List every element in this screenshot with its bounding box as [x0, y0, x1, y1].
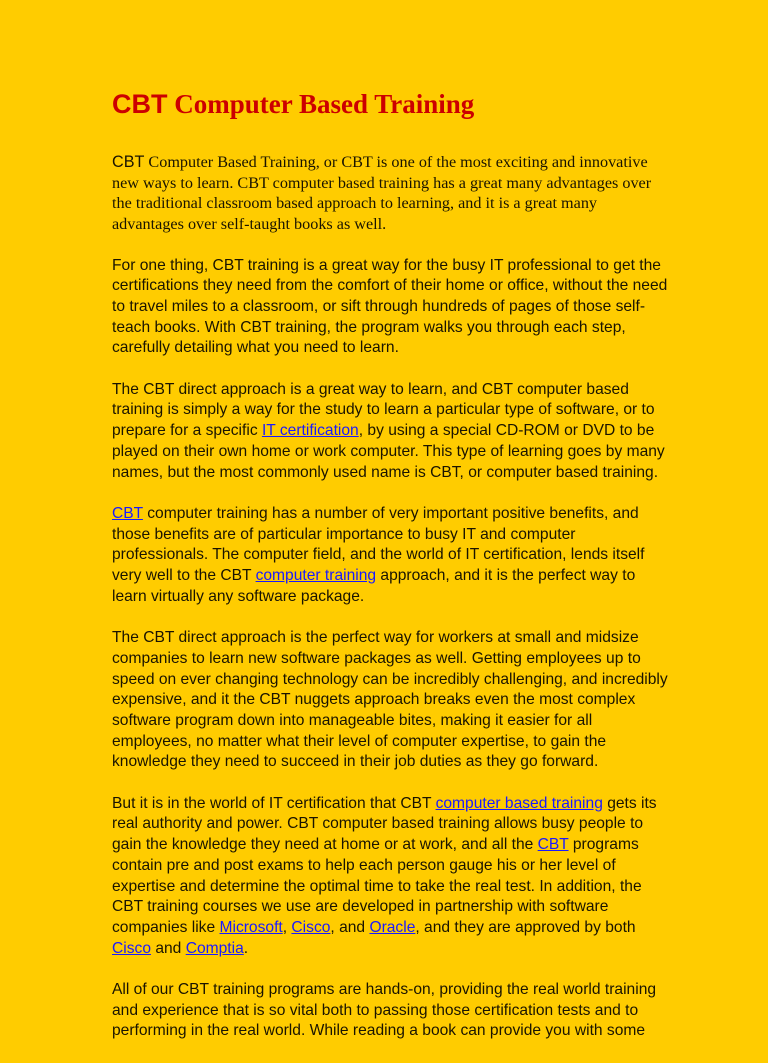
- paragraph-text: .: [243, 939, 249, 957]
- inline-link[interactable]: computer training: [255, 567, 377, 585]
- inline-link[interactable]: Oracle: [369, 918, 416, 936]
- paragraph: [112, 256, 672, 360]
- article-body: [112, 152, 672, 1042]
- paragraph-text: The CBT direct approach is a great way to learn, and CBT computer based training is simply a way for the study to learn a particular type of software, or to prepare for a specific: [112, 380, 655, 440]
- paragraph-text: ,: [282, 918, 292, 936]
- paragraph-text: and: [151, 939, 186, 957]
- inline-link[interactable]: CBT: [537, 836, 569, 854]
- title-prefix: CBT: [112, 89, 168, 119]
- inline-link[interactable]: Cisco: [112, 939, 151, 957]
- inline-link[interactable]: CBT: [112, 504, 143, 522]
- inline-link[interactable]: Microsoft: [219, 918, 283, 936]
- paragraph-text: Computer Based Training, or CBT is one of the most exciting and innovative new ways to learn. CBT computer based training has a great many advantages over the traditional classroom based approach to learning, and it is a great many advantages over self-taught books as well.: [112, 153, 652, 234]
- paragraph-text: The CBT direct approach is the perfect way for workers at small and midsize companies to learn new software packages as well. Getting employees up to speed on ever changing technology can be incredibly challenging, and incredibly expensive, and it the CBT nuggets approach breaks even the most complex software program down into manageable bites, making it easier for all employees, no matter what their level of computer expertise, to gain the knowledge they need to succeed in their job duties as they go forward.: [112, 629, 668, 771]
- paragraph-text: All of our CBT training programs are hands-on, providing the real world training and experience that is so vital both to passing those certification tests and to performing in the real world. While reading a book can provide you with some: [112, 981, 657, 1040]
- paragraph-text: gets its real authority and power. CBT computer based training allows busy people to gain the knowledge they need at home or at work, and all the: [112, 794, 657, 854]
- paragraph: [112, 980, 672, 1042]
- paragraph: [112, 504, 672, 608]
- inline-link[interactable]: computer based training: [435, 794, 603, 812]
- paragraph-text: programs contain pre and post exams to help each person gauge his or her level of expertise and determine the optimal time to take the real test. In addition, the CBT training courses we use are developed in partnership with software companies like: [112, 836, 642, 936]
- paragraph-text: computer training has a number of very important positive benefits, and those benefits are of particular importance to busy IT and computer professionals. The computer field, and the world of IT certification, lends itself very well to the CBT: [112, 504, 645, 585]
- paragraph-text: , and they are approved by both: [415, 918, 636, 936]
- paragraph: [112, 794, 672, 960]
- paragraph-text: But it is in the world of IT certification that CBT: [112, 794, 436, 812]
- paragraph-text: CBT: [112, 153, 145, 171]
- inline-link[interactable]: Cisco: [291, 918, 331, 936]
- paragraph-text: For one thing, CBT training is a great way for the busy IT professional to get the certifications they need from the comfort of their home or office, without the need to travel miles to a classroom, or sift through hundreds of pages of those self-teach books. With CBT training, the program walks you through each step, carefully detailing what you need to learn.: [112, 256, 668, 357]
- inline-link[interactable]: Comptia: [185, 939, 244, 957]
- paragraph-text: , and: [330, 918, 370, 936]
- paragraph-text: , by using a special CD-ROM or DVD to be played on their own home or work computer. This type of learning goes by many names, but the most commonly used name is CBT, or computer based training.: [112, 422, 665, 481]
- document-page: [112, 84, 672, 1063]
- page-title: [112, 84, 672, 124]
- paragraph: [112, 152, 672, 235]
- paragraph: [112, 380, 672, 484]
- paragraph: [112, 628, 672, 773]
- title-rest: Computer Based Training: [167, 89, 475, 119]
- paragraph-text: approach, and it is the perfect way to learn virtually any software package.: [112, 567, 636, 605]
- inline-link[interactable]: IT certification: [261, 422, 359, 440]
